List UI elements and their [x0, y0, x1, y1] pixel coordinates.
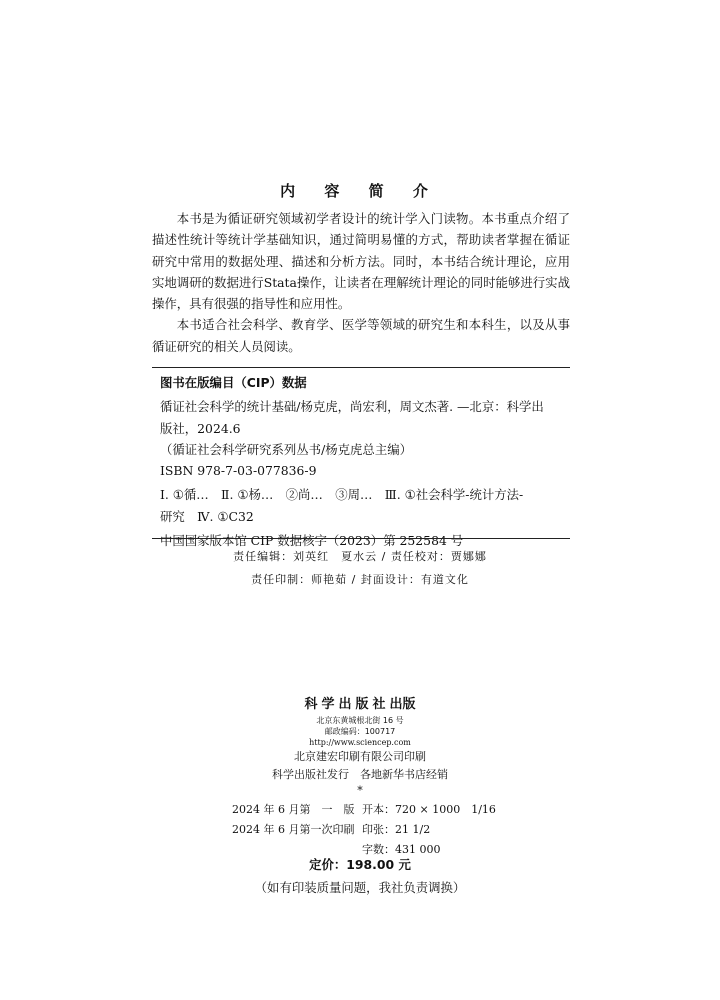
distribution: 科学出版社发行 各地新华书店经销 [272, 768, 448, 781]
publisher-name-suffix: 出版 [389, 697, 416, 712]
credits [0, 545, 720, 591]
price: 定价：198.00 元 [309, 857, 411, 872]
credits-production: 责任印制：师艳茹 / 封面设计：有道文化 [251, 573, 469, 586]
printing-info: 2024 年 6 月第一次印刷 [232, 823, 355, 836]
separator-star: * [357, 784, 363, 797]
cip-top-rule [152, 367, 570, 368]
edition-info: 2024 年 6 月第 一 版 [232, 803, 355, 816]
cip-heading: 图书在版编目（CIP）数据 [160, 375, 307, 390]
publisher-address: 北京东黄城根北街 16 号 [316, 716, 404, 725]
publisher-block [0, 695, 720, 798]
summary-paragraph: 本书适合社会科学、教育学、医学等领域的研究生和本科生，以及从事循证研究的相关人员阅读。 [152, 317, 570, 354]
cip-series: （循证社会科学研究系列丛书/杨克虎总主编） [160, 441, 412, 457]
word-count: 字数：431 000 [362, 843, 441, 856]
cip-isbn: ISBN 978-7-03-077836-9 [160, 463, 317, 479]
content-summary [152, 208, 570, 357]
summary-paragraph: 本书是为循证研究领域初学者设计的统计学入门读物。本书重点介绍了描述性统计等统计学基础知识，通过简明易懂的方式，帮助读者掌握在循证研究中常用的数据处理、描述和分析方法。同时，本书结合统计理论，应用实地调研的数据进行Stata操作，让读者在理解统计理论的同时能够进行实战操作，具有很强的指导性和应用性。 [152, 211, 570, 312]
cip-classification [160, 484, 572, 527]
cip-classification-line: 研究 Ⅳ. ①C32 [160, 508, 254, 524]
cip-bottom-rule [152, 538, 570, 539]
format-info: 开本：720 × 1000 1/16 [362, 803, 496, 816]
cip-core-number: 中国国家版本馆 CIP 数据核字（2023）第 252584 号 [160, 533, 464, 549]
cip-classification-line: Ⅰ. ①循… Ⅱ. ①杨… ②尚… ③周… Ⅲ. ①社会科学-统计方法- [160, 487, 524, 503]
cip-block [160, 372, 572, 551]
edition-specs [0, 800, 720, 860]
spec-row [0, 820, 720, 840]
publisher-url: http://www.sciencep.com [309, 738, 411, 747]
sheets-info: 印张：21 1/2 [362, 823, 431, 836]
cip-record-line: 版社，2024.6 [160, 420, 241, 436]
section-title: 内 容 简 介 [280, 182, 440, 200]
credits-editors: 责任编辑：刘英红 夏水云 / 责任校对：贾娜娜 [233, 550, 487, 563]
cip-record-line: 循证社会科学的统计基础/杨克虎，尚宏利，周文杰著. —北京：科学出 [160, 399, 544, 415]
publisher-postcode: 邮政编码：100717 [324, 727, 396, 736]
publisher-name [0, 695, 720, 715]
cip-record [160, 396, 572, 439]
quality-notice: （如有印装质量问题，我社负责调换） [254, 880, 466, 895]
spec-row [0, 800, 720, 820]
printer: 北京建宏印刷有限公司印刷 [294, 750, 426, 763]
publisher-seal-name: 科学出版社 [304, 697, 390, 712]
